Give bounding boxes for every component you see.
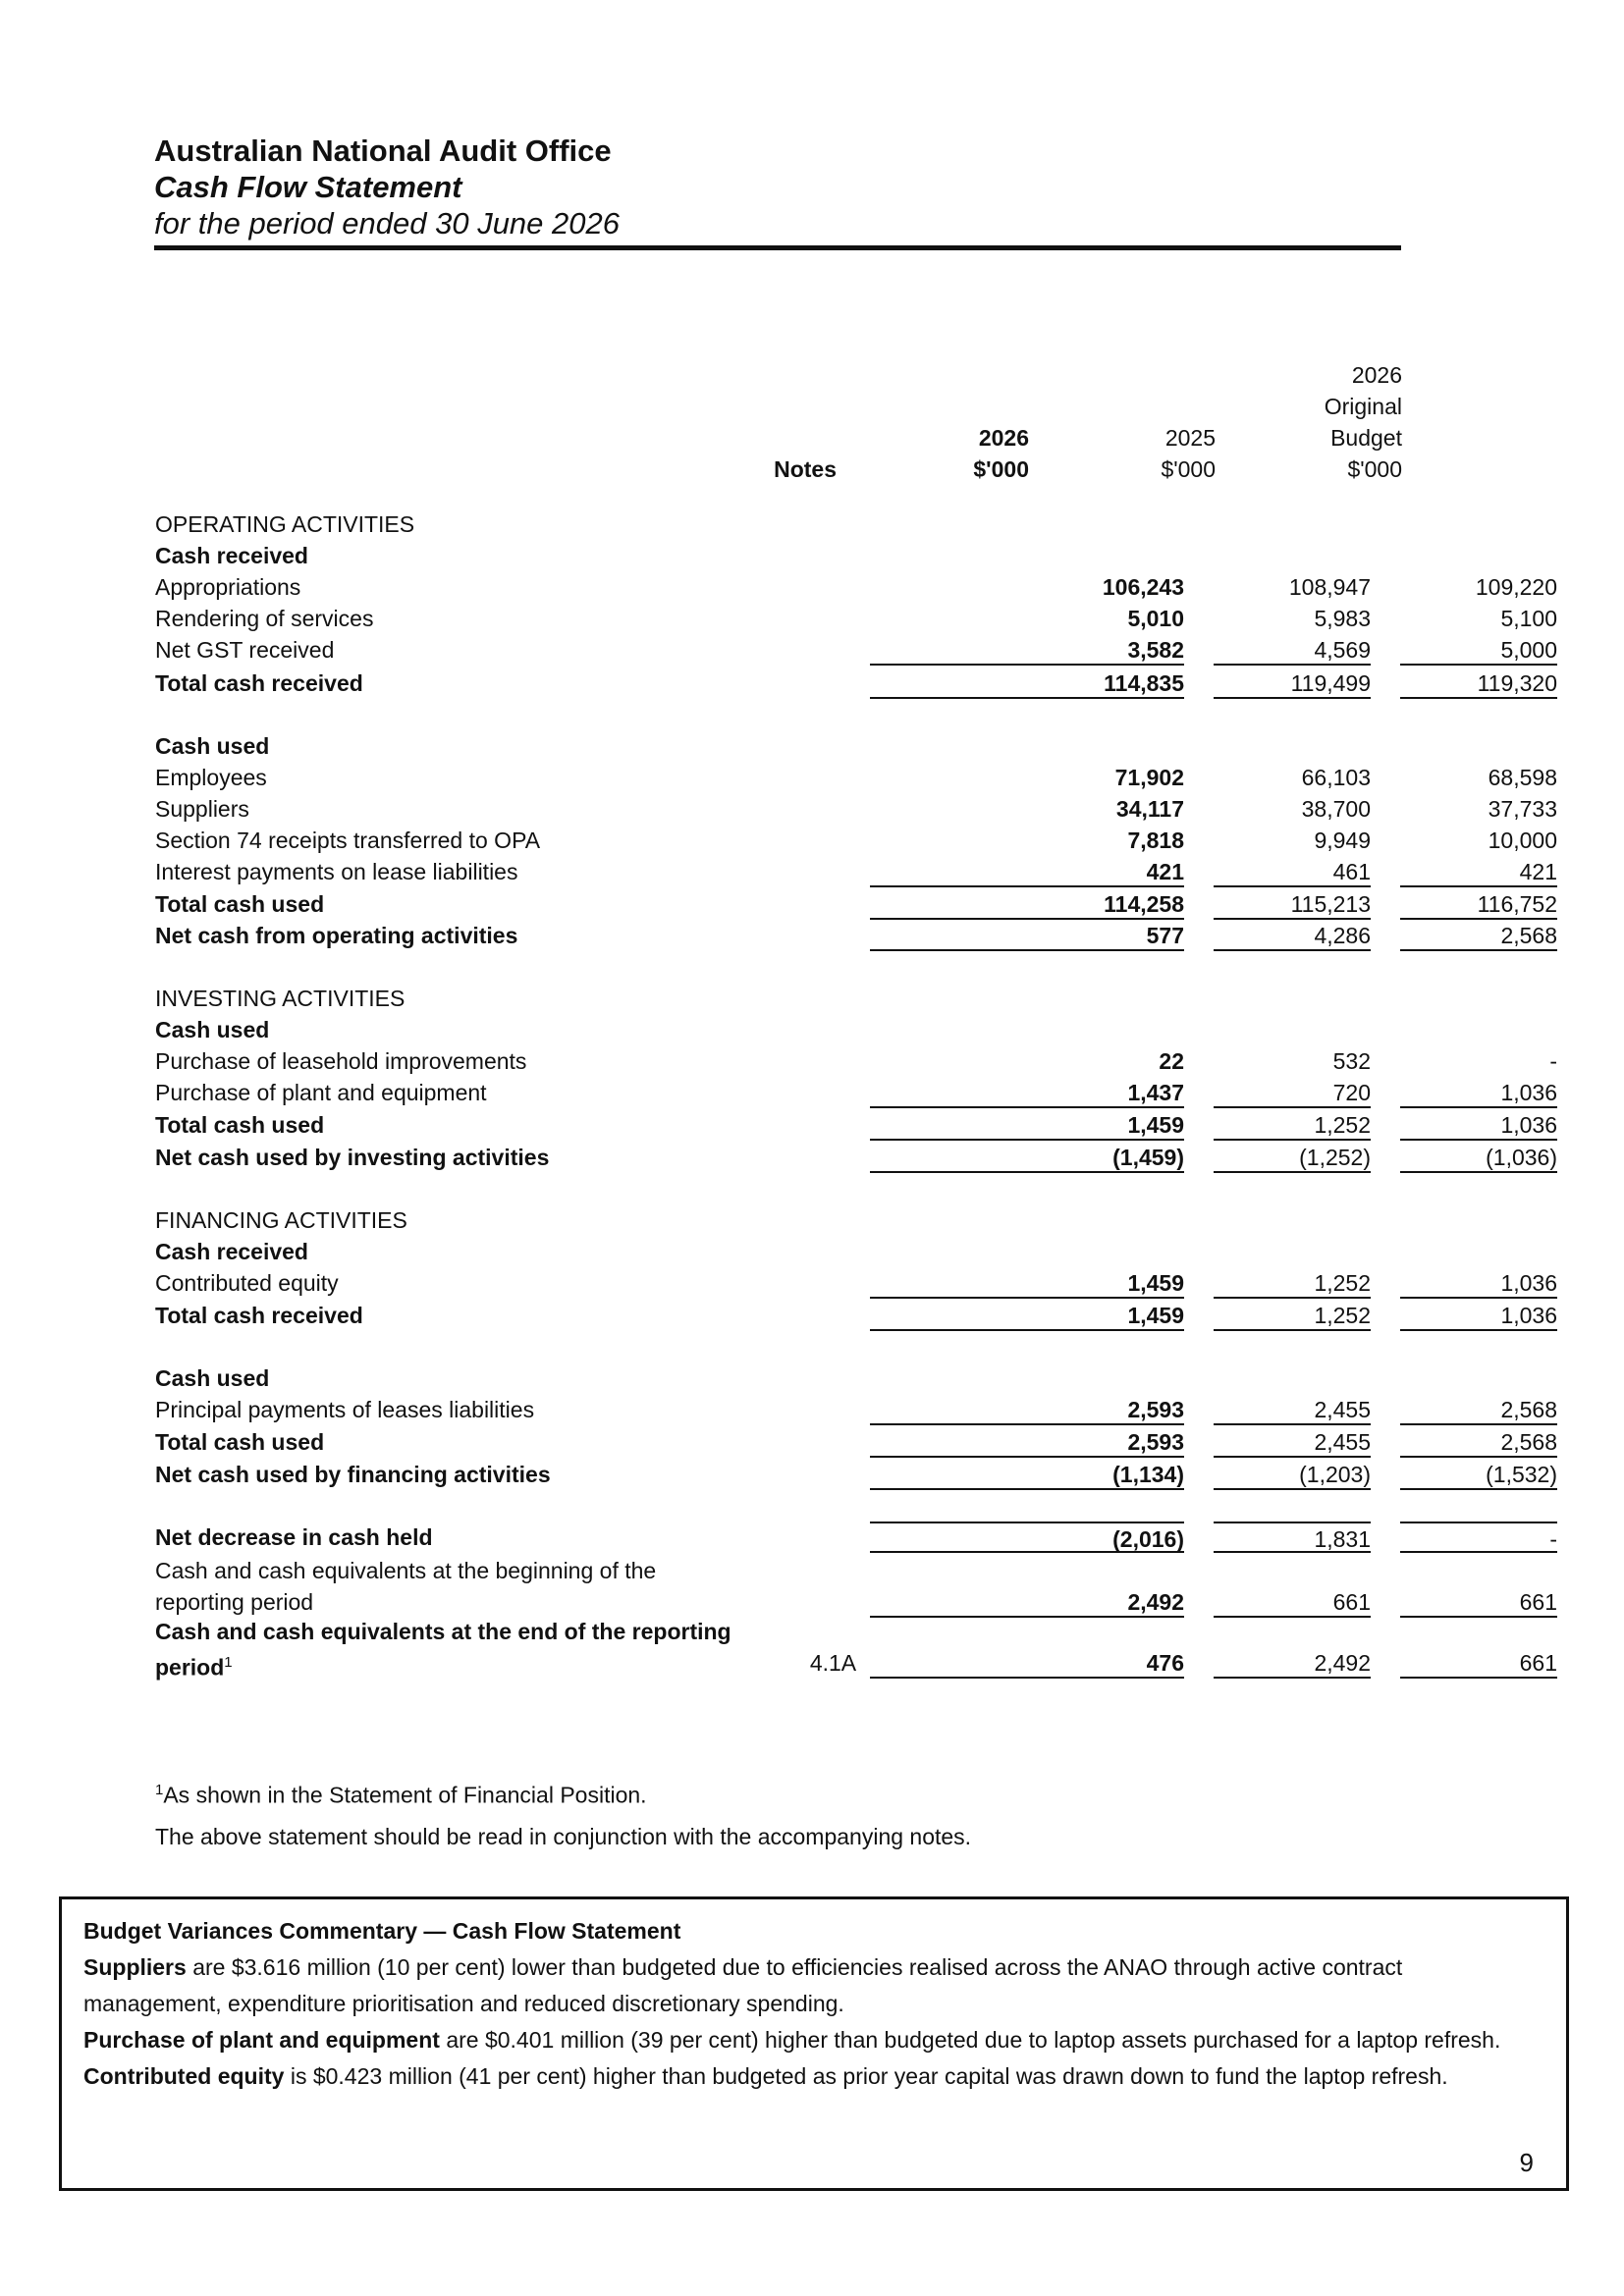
net-decrease-row: Net decrease in cash held (2,016) 1,831 - <box>155 1522 1402 1555</box>
statement-note: The above statement should be read in conjunction with the accompanying notes. <box>155 1824 972 1849</box>
note-reference: 4.1A <box>809 1650 857 1676</box>
net-row: Net cash used by financing activities (1,134) (1,203) (1,532) <box>155 1459 1402 1490</box>
col-2026-unit: $'000 <box>973 456 1029 482</box>
statement-period: for the period ended 30 June 2026 <box>154 206 620 240</box>
col-notes: Notes <box>774 456 837 482</box>
page-number: 9 <box>1519 2148 1534 2177</box>
col-budget-unit: $'000 <box>1347 456 1402 482</box>
budget-variances-commentary <box>59 1896 1569 2191</box>
section-heading-investing: INVESTING ACTIVITIES <box>155 986 406 1011</box>
table-row: Section 74 receipts transferred to OPA 7,818 9,949 10,000 <box>155 828 1557 853</box>
section-heading-operating: OPERATING ACTIVITIES <box>155 511 415 537</box>
subheading-cash-received: Cash received <box>155 543 308 568</box>
footnote: $^1$As shown in the Statement of Financial Position. <box>155 1782 647 1808</box>
commentary-equity: Contributed equity is $0.423 million (41 per cent) higher than budgeted as prior year capital was drawn down to fund the laptop refresh. <box>83 2063 1448 2089</box>
col-2025-unit: $'000 <box>1161 456 1216 482</box>
total-row: Total cash used 1,459 1,252 1,036 <box>155 1109 1402 1141</box>
col-budget-year: 2026 <box>1351 362 1402 388</box>
table-row: Rendering of services 5,010 5,983 5,100 <box>155 606 1557 631</box>
commentary-title: Budget Variances Commentary — Cash Flow Statement <box>83 1918 681 1944</box>
table-row: Suppliers 34,117 38,700 37,733 <box>155 796 1557 822</box>
statement-header <box>154 133 1401 250</box>
table-row: Cash and cash equivalents at the beginning of the reporting period 2,492 661 661 <box>155 1555 1402 1618</box>
table-row: Purchase of leasehold improvements 22 532 - <box>155 1048 1557 1074</box>
organisation-name: Australian National Audit Office <box>154 133 612 168</box>
subheading-cash-used: Cash used <box>155 733 270 759</box>
table-row: Appropriations 106,243 108,947 109,220 <box>155 574 1557 600</box>
table-row: Net GST received 3,582 4,569 5,000 <box>155 634 1402 666</box>
statement-title: Cash Flow Statement <box>154 170 462 204</box>
col-budget-original: Original <box>1324 394 1402 419</box>
section-heading-financing: FINANCING ACTIVITIES <box>155 1207 407 1233</box>
table-row: Purchase of plant and equipment 1,437 720 1,036 <box>155 1077 1402 1108</box>
total-row: Total cash used 2,593 2,455 2,568 <box>155 1426 1402 1458</box>
commentary-plant: Purchase of plant and equipment are $0.401 million (39 per cent) higher than budgeted due to laptop assets purchased for a laptop refresh. <box>83 2027 1501 2053</box>
col-2026-year: 2026 <box>978 425 1029 451</box>
table-row: Interest payments on lease liabilities 421 461 421 <box>155 856 1402 887</box>
closing-balance-row: Cash and cash equivalents at the end of the reporting period$^1$ 4.1A 476 2,492 661 <box>155 1616 1402 1679</box>
total-row: Total cash received 1,459 1,252 1,036 <box>155 1300 1402 1331</box>
subheading-cash-received: Cash received <box>155 1239 308 1264</box>
total-row: Total cash used 114,258 115,213 116,752 <box>155 888 1402 920</box>
closing-balance-label: Cash and cash equivalents at the end of the reporting period$^1$ <box>155 1619 731 1681</box>
col-2025-year: 2025 <box>1164 425 1216 451</box>
table-row: Contributed equity 1,459 1,252 1,036 <box>155 1267 1402 1299</box>
subheading-cash-used: Cash used <box>155 1365 270 1391</box>
total-row: Total cash received 114,835 119,499 119,320 <box>155 667 1402 699</box>
col-budget-budget: Budget <box>1330 425 1402 451</box>
net-row: Net cash used by investing activities (1,459) (1,252) (1,036) <box>155 1142 1402 1173</box>
net-row: Net cash from operating activities 577 4,286 2,568 <box>155 920 1402 951</box>
subheading-cash-used: Cash used <box>155 1017 270 1042</box>
table-row: Employees 71,902 66,103 68,598 <box>155 765 1557 790</box>
table-row: Principal payments of leases liabilities 2,593 2,455 2,568 <box>155 1394 1402 1425</box>
commentary-suppliers: Suppliers are $3.616 million (10 per cent) lower than budgeted due to efficiencies realised across the ANAO through active contract management, expenditure prioritisation and reduced discretionary spending. <box>83 1954 1403 2016</box>
